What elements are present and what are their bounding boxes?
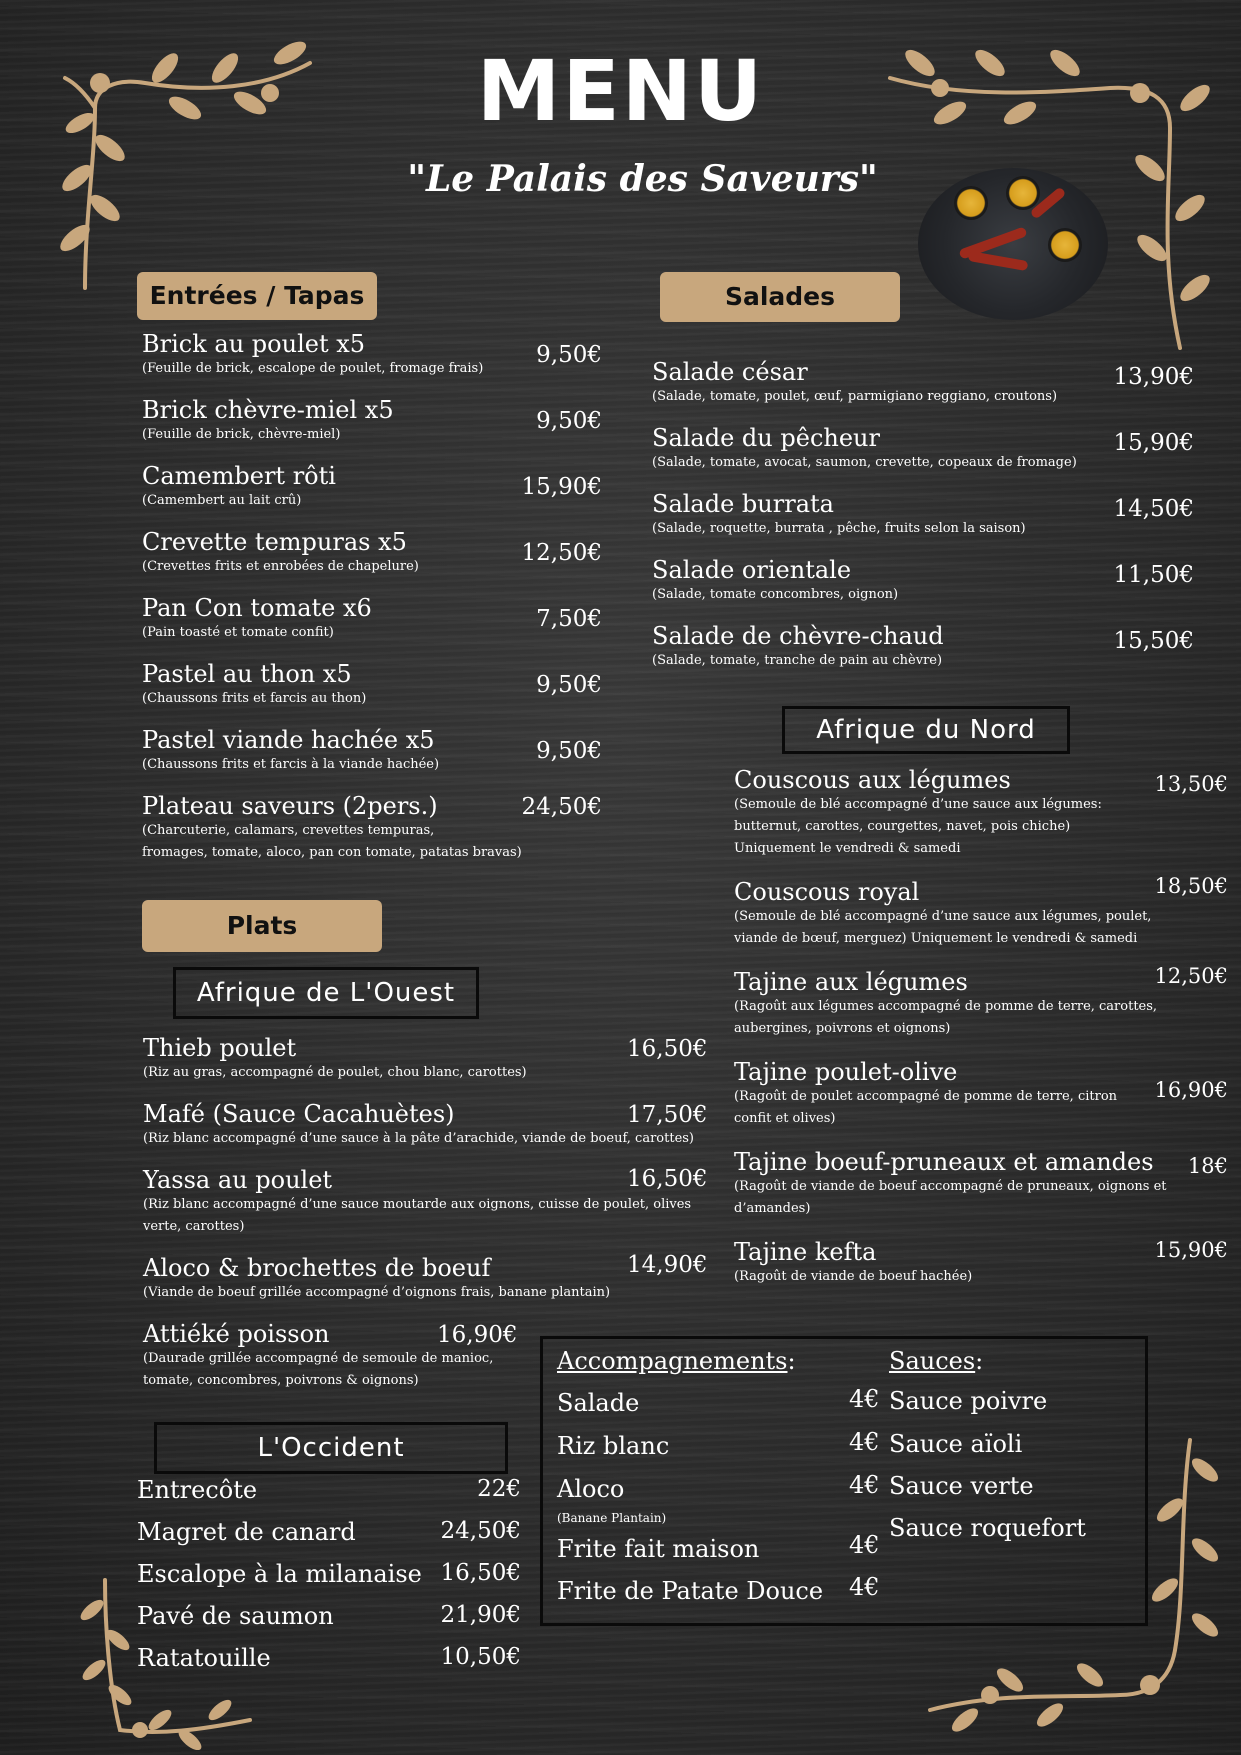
list-item xyxy=(734,874,1228,950)
item-name: Salade césar xyxy=(652,358,808,386)
list-item xyxy=(142,792,602,864)
side-item-name: Riz blanc xyxy=(557,1432,670,1460)
item-name: Pastel au thon x5 xyxy=(142,660,352,688)
item-price: 14,50€ xyxy=(1113,496,1194,522)
list-item xyxy=(734,1238,1228,1288)
list-item xyxy=(652,358,1194,408)
side-item-name: Aloco xyxy=(557,1475,625,1503)
list-item xyxy=(142,462,602,512)
item-price: 18,50€ xyxy=(1154,874,1228,898)
item-description: (Pain toasté et tomate confit) xyxy=(142,625,334,640)
sauces-heading xyxy=(889,1347,983,1375)
item-description: (Salade, tomate concombres, oignon) xyxy=(652,587,899,602)
list-item xyxy=(652,622,1194,672)
item-price: 11,50€ xyxy=(1113,562,1194,588)
list-item xyxy=(143,1034,711,1084)
item-name: Salade de chèvre-chaud xyxy=(652,622,944,650)
item-name: Brick chèvre-miel x5 xyxy=(142,396,394,424)
list-item xyxy=(734,1148,1228,1220)
list-item xyxy=(734,964,1228,1040)
item-price: 15,90€ xyxy=(1154,1238,1228,1262)
colon: : xyxy=(787,1347,796,1375)
item-name: Couscous royal xyxy=(734,878,920,906)
item-description: (Feuille de brick, chèvre-miel) xyxy=(142,427,341,442)
side-item-price: 4€ xyxy=(849,1471,880,1499)
item-price: 16,50€ xyxy=(627,1166,708,1192)
item-price: 9,50€ xyxy=(536,738,602,764)
item-description: viande de bœuf, merguez) Uniquement le vendredi & samedi xyxy=(734,931,1138,946)
item-description: (Ragoût de viande de boeuf hachée) xyxy=(734,1269,973,1284)
item-price: 14,90€ xyxy=(627,1252,708,1278)
item-name: Entrecôte xyxy=(137,1476,258,1504)
item-price: 21,90€ xyxy=(440,1602,521,1628)
side-item-price: 4€ xyxy=(849,1385,880,1413)
item-price: 15,90€ xyxy=(1113,430,1194,456)
item-description: (Riz blanc accompagné d’une sauce à la pâte d’arachide, viande de boeuf, carottes) xyxy=(143,1131,695,1146)
item-description: (Daurade grillée accompagné de semoule de manioc, xyxy=(143,1351,494,1366)
item-description: (Semoule de blé accompagné d’une sauce aux légumes, poulet, xyxy=(734,909,1152,924)
item-price: 16,90€ xyxy=(437,1322,518,1348)
item-name: Tajine kefta xyxy=(734,1238,877,1266)
item-price: 13,90€ xyxy=(1113,364,1194,390)
item-price: 9,50€ xyxy=(536,672,602,698)
item-description: (Feuille de brick, escalope de poulet, fromage frais) xyxy=(142,361,484,376)
item-description: (Riz blanc accompagné d’une sauce moutarde aux oignons, cuisse de poulet, olives xyxy=(143,1197,692,1212)
item-price: 12,50€ xyxy=(521,540,602,566)
item-price: 18€ xyxy=(1187,1154,1228,1178)
item-name: Pavé de saumon xyxy=(137,1602,334,1630)
item-description: (Salade, tomate, tranche de pain au chèvre) xyxy=(652,653,943,668)
item-description: (Ragoût de poulet accompagné de pomme de terre, citron xyxy=(734,1089,1118,1104)
list-item xyxy=(142,330,602,380)
item-description: (Salade, roquette, burrata , pêche, fruits selon la saison) xyxy=(652,521,1026,536)
sauce-item: Sauce poivre xyxy=(889,1387,1048,1415)
item-description: Uniquement le vendredi & samedi xyxy=(734,841,961,856)
item-name: Attiéké poisson xyxy=(143,1320,330,1348)
side-item-name: Salade xyxy=(557,1389,640,1417)
item-name: Pastel viande hachée x5 xyxy=(142,726,435,754)
list-item xyxy=(734,1058,1228,1130)
subsection-header-occident: L'Occident xyxy=(154,1422,508,1474)
item-name: Magret de canard xyxy=(137,1518,356,1546)
list-item xyxy=(137,1518,521,1546)
list-item xyxy=(652,424,1194,474)
sauce-item: Sauce roquefort xyxy=(889,1514,1086,1542)
item-description: (Salade, tomate, avocat, saumon, crevette, copeaux de fromage) xyxy=(652,455,1077,470)
item-description: (Chaussons frits et farcis au thon) xyxy=(142,691,367,706)
item-price: 9,50€ xyxy=(536,342,602,368)
list-item xyxy=(652,556,1194,606)
list-item xyxy=(652,490,1194,540)
item-name: Brick au poulet x5 xyxy=(142,330,366,358)
item-price: 10,50€ xyxy=(440,1644,521,1670)
item-name: Aloco & brochettes de boeuf xyxy=(143,1254,491,1282)
item-description: butternut, carottes, courgettes, navet, pois chiche) xyxy=(734,819,1071,834)
side-item-description: (Banane Plantain) xyxy=(557,1511,667,1525)
side-item-price: 4€ xyxy=(849,1573,880,1601)
item-name: Salade orientale xyxy=(652,556,852,584)
subsection-header-afrique-ouest: Afrique de L'Ouest xyxy=(173,967,479,1019)
list-item xyxy=(137,1560,521,1588)
item-description: (Semoule de blé accompagné d’une sauce aux légumes: xyxy=(734,797,1102,812)
sauce-item: Sauce verte xyxy=(889,1472,1034,1500)
list-item xyxy=(142,660,602,710)
item-description: (Salade, tomate, poulet, œuf, parmigiano reggiano, croutons) xyxy=(652,389,1058,404)
list-item xyxy=(142,396,602,446)
item-price: 17,50€ xyxy=(627,1102,708,1128)
list-item xyxy=(142,726,602,776)
list-item xyxy=(143,1166,711,1238)
section-header-entrees: Entrées / Tapas xyxy=(137,272,377,320)
accompagnements-label: Accompagnements xyxy=(557,1347,788,1375)
side-item-price: 4€ xyxy=(849,1531,880,1559)
item-name: Camembert rôti xyxy=(142,462,336,490)
item-price: 13,50€ xyxy=(1154,772,1228,796)
item-description: (Riz au gras, accompagné de poulet, chou blanc, carottes) xyxy=(143,1065,527,1080)
list-item xyxy=(142,594,602,644)
item-name: Crevette tempuras x5 xyxy=(142,528,407,556)
item-description: (Charcuterie, calamars, crevettes tempuras, xyxy=(142,823,435,838)
menu-title: MENU xyxy=(476,42,765,140)
item-description: (Ragoût de viande de boeuf accompagné de pruneaux, oignons et xyxy=(734,1179,1167,1194)
item-description: (Crevettes frits et enrobées de chapelure) xyxy=(142,559,419,574)
item-name: Salade burrata xyxy=(652,490,834,518)
section-header-plats: Plats xyxy=(142,900,382,952)
item-name: Thieb poulet xyxy=(143,1034,297,1062)
item-description: (Chaussons frits et farcis à la viande hachée) xyxy=(142,757,440,772)
item-name: Tajine poulet-olive xyxy=(734,1058,958,1086)
restaurant-name: "Le Palais des Saveurs" xyxy=(407,158,878,200)
section-header-salades: Salades xyxy=(660,272,900,322)
item-price: 24,50€ xyxy=(440,1518,521,1544)
item-description: d’amandes) xyxy=(734,1201,811,1216)
accompagnements-heading xyxy=(557,1347,796,1375)
colon: : xyxy=(975,1347,984,1375)
item-description: verte, carottes) xyxy=(143,1219,245,1234)
item-price: 9,50€ xyxy=(536,408,602,434)
item-description: (Ragoût aux légumes accompagné de pomme de terre, carottes, xyxy=(734,999,1158,1014)
list-item xyxy=(142,528,602,578)
list-item xyxy=(143,1254,711,1304)
item-name: Ratatouille xyxy=(137,1644,271,1672)
item-description: tomate, concombres, poivrons & oignons) xyxy=(143,1373,419,1388)
food-plate-photo xyxy=(918,168,1108,320)
item-name: Tajine aux légumes xyxy=(734,968,968,996)
item-description: aubergines, poivrons et oignons) xyxy=(734,1021,951,1036)
item-price: 15,50€ xyxy=(1113,628,1194,654)
list-item xyxy=(137,1602,521,1630)
item-price: 12,50€ xyxy=(1154,964,1228,988)
side-item-name: Frite de Patate Douce xyxy=(557,1577,824,1605)
side-item-price: 4€ xyxy=(849,1428,880,1456)
item-name: Escalope à la milanaise xyxy=(137,1560,422,1588)
item-price: 15,90€ xyxy=(521,474,602,500)
item-description: (Camembert au lait crû) xyxy=(142,493,302,508)
item-name: Pan Con tomate x6 xyxy=(142,594,372,622)
side-item-name: Frite fait maison xyxy=(557,1535,760,1563)
sauce-item: Sauce aïoli xyxy=(889,1430,1023,1458)
item-description: confit et olives) xyxy=(734,1111,836,1126)
list-item xyxy=(734,766,1228,860)
sides-and-sauces-box xyxy=(540,1336,1148,1626)
item-name: Plateau saveurs (2pers.) xyxy=(142,792,438,820)
sauces-label: Sauces xyxy=(889,1347,976,1375)
subsection-header-afrique-nord: Afrique du Nord xyxy=(782,706,1070,754)
list-item xyxy=(143,1100,711,1150)
item-name: Yassa au poulet xyxy=(143,1166,333,1194)
item-name: Tajine boeuf-pruneaux et amandes xyxy=(734,1148,1154,1176)
list-item xyxy=(137,1644,521,1672)
item-name: Couscous aux légumes xyxy=(734,766,1011,794)
item-price: 16,90€ xyxy=(1154,1078,1228,1102)
item-price: 7,50€ xyxy=(536,606,602,632)
item-name: Salade du pêcheur xyxy=(652,424,880,452)
item-price: 16,50€ xyxy=(627,1036,708,1062)
item-price: 24,50€ xyxy=(521,794,602,820)
item-price: 22€ xyxy=(477,1476,521,1502)
item-description: (Viande de boeuf grillée accompagné d’oignons frais, banane plantain) xyxy=(143,1285,611,1300)
item-description: fromages, tomate, aloco, pan con tomate, patatas bravas) xyxy=(142,845,522,860)
item-price: 16,50€ xyxy=(440,1560,521,1586)
list-item xyxy=(137,1476,521,1504)
item-name: Mafé (Sauce Cacahuètes) xyxy=(143,1100,455,1128)
